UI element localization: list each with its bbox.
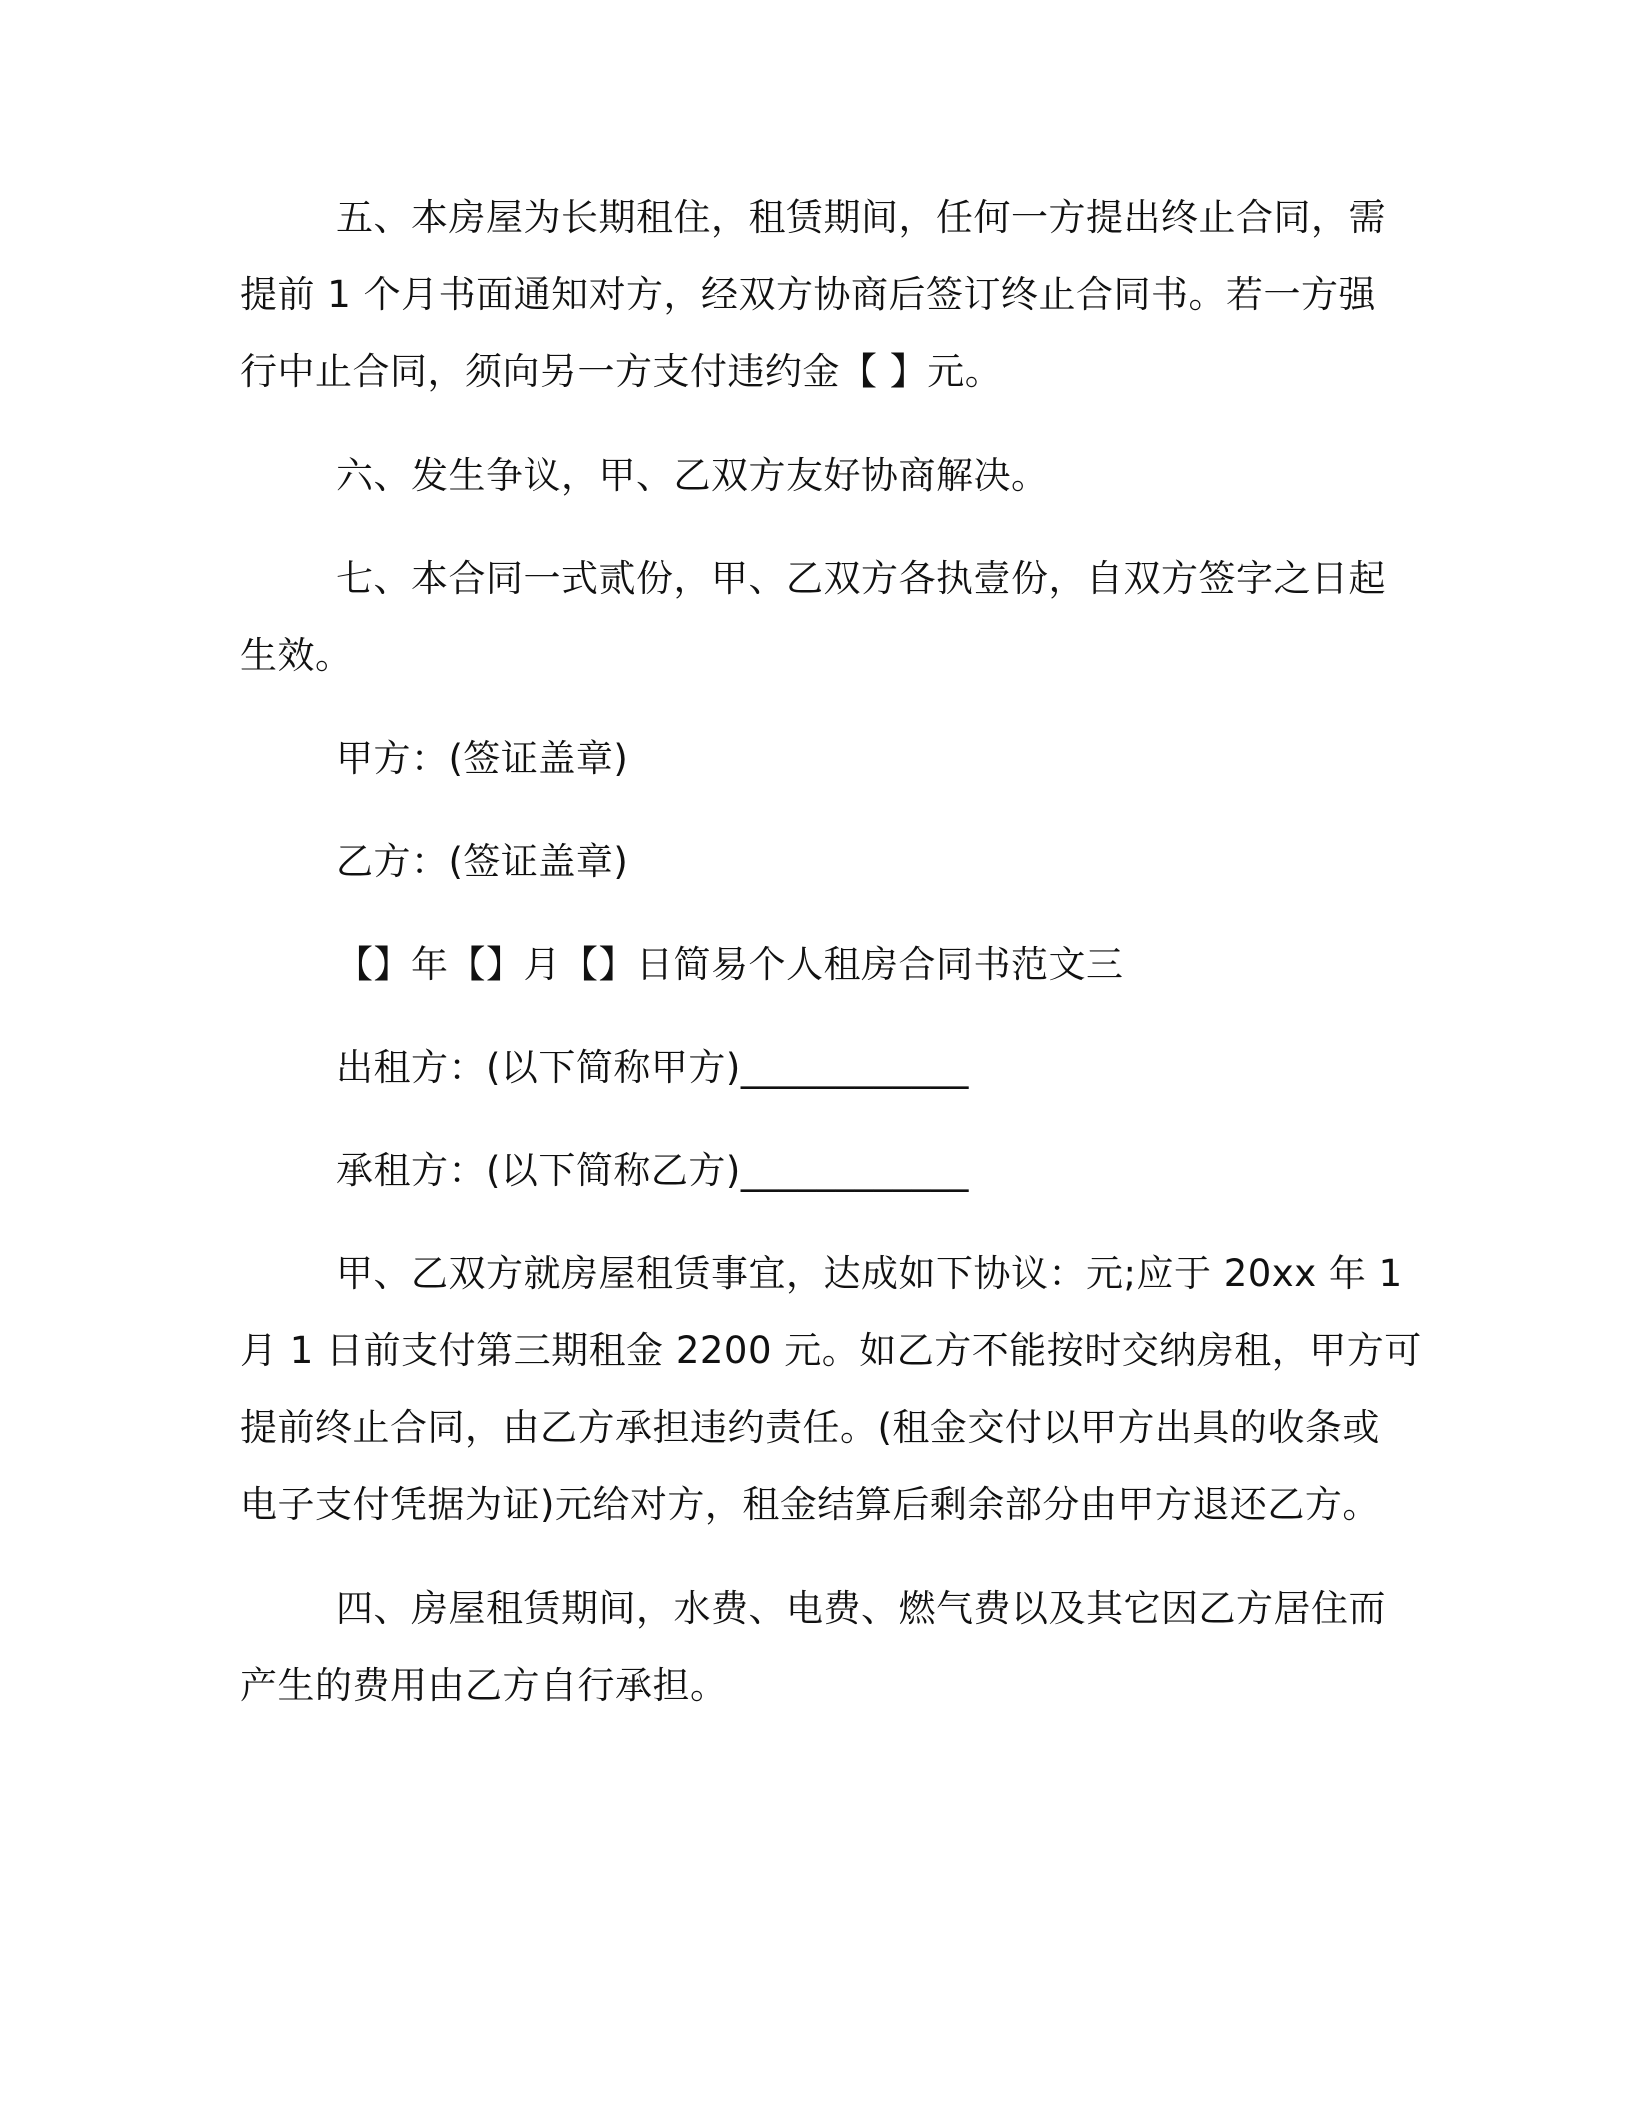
paragraph-clause-4	[240, 1570, 1390, 1724]
lessee-line	[240, 1132, 1390, 1209]
text-line: 出租方：(以下简称甲方)____________	[336, 1046, 969, 1089]
text-line: 六、发生争议，甲、乙双方友好协商解决。	[336, 454, 1049, 497]
text-line: 月 1 日前支付第三期租金 2200 元。如乙方不能按时交纳房租，甲方可	[240, 1329, 1422, 1372]
lessor-line	[240, 1029, 1390, 1106]
text-line: 电子支付凭据为证)元给对方，租金结算后剩余部分由甲方退还乙方。	[240, 1483, 1380, 1526]
text-line: 提前 1 个月书面通知对方，经双方协商后签订终止合同书。若一方强	[240, 273, 1377, 316]
text-line: 五、本房屋为长期租住，租赁期间，任何一方提出终止合同，需	[336, 196, 1386, 239]
text-line: 生效。	[240, 634, 353, 677]
text-line: 乙方：(签证盖章)	[336, 840, 629, 883]
paragraph-clause-7	[240, 540, 1390, 694]
text-line: 行中止合同，须向另一方支付违约金【 】元。	[240, 350, 1003, 393]
date-and-title	[240, 926, 1390, 1003]
text-line: 产生的费用由乙方自行承担。	[240, 1664, 728, 1707]
text-line: 四、房屋租赁期间，水费、电费、燃气费以及其它因乙方居住而	[336, 1587, 1386, 1630]
text-line: 提前终止合同，由乙方承担违约责任。(租金交付以甲方出具的收条或	[240, 1406, 1380, 1449]
paragraph-agreement	[240, 1235, 1422, 1543]
text-line: 承租方：(以下简称乙方)____________	[336, 1149, 969, 1192]
text-line: 甲方：(签证盖章)	[336, 737, 629, 780]
text-line: 甲、乙双方就房屋租赁事宜，达成如下协议：元;应于 20xx 年 1	[336, 1252, 1403, 1295]
party-a-signature	[240, 720, 1390, 797]
paragraph-clause-5	[240, 179, 1390, 410]
party-b-signature	[240, 823, 1390, 900]
text-line: 七、本合同一式贰份，甲、乙双方各执壹份，自双方签字之日起	[336, 557, 1386, 600]
paragraph-clause-6	[240, 437, 1390, 514]
text-line: 【】年【】月【】日简易个人租房合同书范文三	[336, 943, 1124, 986]
